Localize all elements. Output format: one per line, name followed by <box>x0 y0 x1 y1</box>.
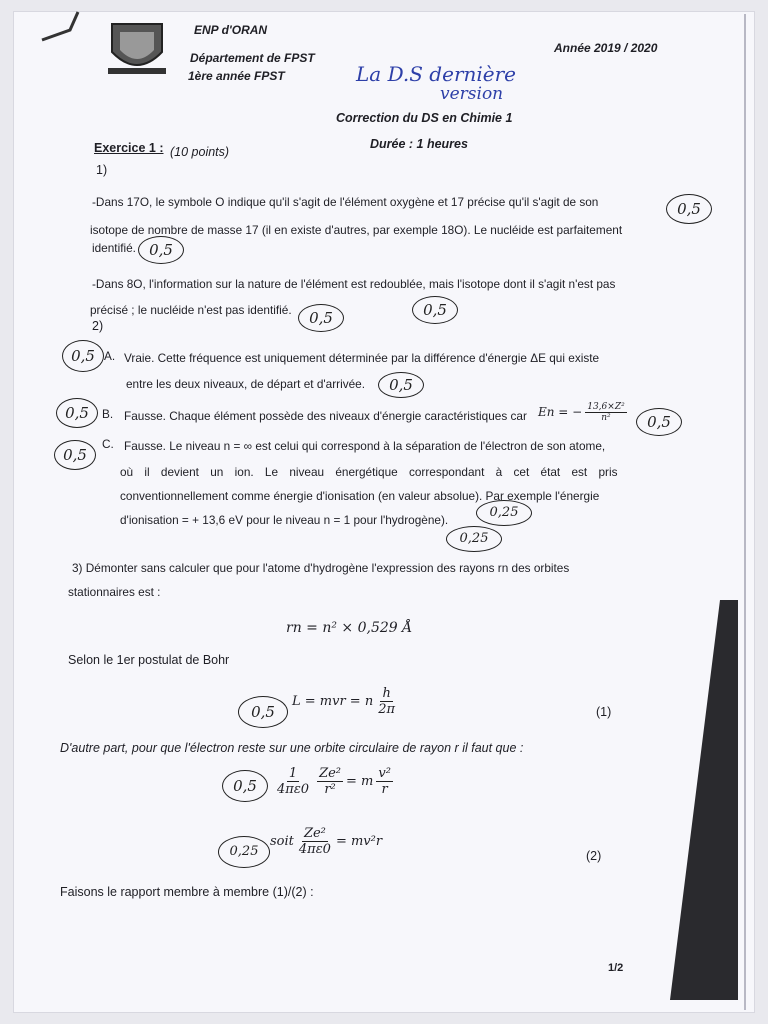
pen-tick-mark <box>40 6 80 46</box>
eq2-soit: soit <box>270 834 294 849</box>
grade-mark: 0,5 <box>378 372 424 398</box>
formula-rn: rn = n² × 0,529 Å <box>286 620 413 636</box>
grade-mark: 0,5 <box>636 408 682 436</box>
eq1-lhs: L = mvr = n <box>292 694 374 709</box>
b-text: Fausse. Chaque élément possède des niveaux d'énergie caractéristiques car <box>124 409 527 423</box>
grade-mark: 0,5 <box>54 440 96 470</box>
grade-mark: 0,25 <box>218 836 270 868</box>
page-number: 1/2 <box>608 962 624 974</box>
b-label: B. <box>102 407 114 421</box>
eq2-rhs: = mv²r <box>335 834 383 849</box>
c-line4: d'ionisation = + 13,6 eV pour le niveau n = 1 pour l'hydrogène). <box>120 513 449 527</box>
grade-mark: 0,5 <box>298 304 344 332</box>
c-label: C. <box>102 437 114 451</box>
grade-mark: 0,5 <box>222 770 268 802</box>
force-den1: 4πε0 <box>277 782 310 797</box>
grade-mark: 0,5 <box>62 340 104 372</box>
academic-year: Année 2019 / 2020 <box>554 41 658 55</box>
p1-line1: -Dans 17O, le symbole O indique qu'il s'agit de l'élément oxygène et 17 précise qu'il s'agit de son <box>92 195 599 209</box>
force-num2: Ze² <box>319 766 341 781</box>
b-formula-lhs: En = − <box>538 405 583 419</box>
department: Département de FPST <box>190 51 315 65</box>
grade-mark: 0,5 <box>56 398 98 428</box>
eq2-num: Ze² <box>303 826 326 841</box>
a-line2: entre les deux niveaux, de départ et d'arrivée. <box>126 377 365 391</box>
eq2-den: 4πε0 <box>298 842 331 857</box>
force-num1: 1 <box>288 766 298 781</box>
q1-label: 1) <box>96 163 108 177</box>
c-line2: où il devient un ion. Le niveau énergétique correspondant à cet état est pris <box>120 465 618 479</box>
school-crest-logo <box>104 18 170 78</box>
exercise-points: (10 points) <box>170 145 230 159</box>
grade-mark: 0,25 <box>476 500 532 526</box>
exercise-title: Exercice 1 : <box>94 141 164 155</box>
p2-line2: précisé ; le nucléide n'est pas identifié. <box>90 303 292 317</box>
equation-1 <box>292 686 400 717</box>
q3-line1: 3) Démonter sans calculer que pour l'atome d'hydrogène l'expression des rayons rn des orbites <box>72 561 570 575</box>
ratio-line: Faisons le rapport membre à membre (1)/(2) : <box>60 885 314 899</box>
eq1-num: h <box>382 686 391 701</box>
c-line3: conventionnellement comme énergie d'ionisation (en valeur absolue). Par exemple l'énergie <box>120 489 600 503</box>
grade-mark: 0,5 <box>412 296 458 324</box>
bohr-intro: Selon le 1er postulat de Bohr <box>68 653 230 667</box>
equation-2 <box>270 826 382 857</box>
grade-mark: 0,5 <box>666 194 712 224</box>
p1-line3: identifié. <box>92 241 136 255</box>
eq1-den: 2π <box>378 702 396 717</box>
grade-mark: 0,5 <box>238 696 288 728</box>
force-num3: v² <box>378 766 391 781</box>
force-den3: r <box>381 782 388 797</box>
institution: ENP d'ORAN <box>194 23 268 37</box>
grade-mark: 0,25 <box>446 526 502 552</box>
grade-mark: 0,5 <box>138 236 184 264</box>
handwritten-note-line2: version <box>440 84 504 104</box>
b-formula-num: 13,6×Z² <box>587 402 625 412</box>
p2-line1: -Dans 8O, l'information sur la nature de l'élément est redoublée, mais l'isotope dont il s'agit n'est pas <box>92 277 616 291</box>
handwritten-note-line1: La D.S dernière <box>356 62 517 86</box>
q2-label: 2) <box>92 319 104 333</box>
other-side-text: D'autre part, pour que l'électron reste sur une orbite circulaire de rayon r il faut que : <box>60 741 524 755</box>
a-line1: Vraie. Cette fréquence est uniquement déterminée par la différence d'énergie ΔE qui existe <box>124 351 600 365</box>
duration: Durée : 1 heures <box>370 137 468 151</box>
q3-line2: stationnaires est : <box>68 585 161 599</box>
year-level: 1ère année FPST <box>188 69 285 83</box>
force-den2: r² <box>324 782 336 797</box>
p1-line2: isotope de nombre de masse 17 (il en existe d'autres, par exemple 18O). Le nucléide est parfaitement <box>90 223 623 237</box>
force-eq: = m <box>346 774 374 789</box>
eq1-tag: (1) <box>596 705 612 719</box>
c-line1: Fausse. Le niveau n = ∞ est celui qui correspond à la séparation de l'électron de son atome, <box>124 439 606 453</box>
a-label: A. <box>104 349 116 363</box>
b-formula-den: n² <box>601 413 611 423</box>
doc-title: Correction du DS en Chimie 1 <box>336 111 513 125</box>
eq2-tag: (2) <box>586 849 602 863</box>
force-equation <box>272 766 396 797</box>
b-formula <box>538 402 630 423</box>
